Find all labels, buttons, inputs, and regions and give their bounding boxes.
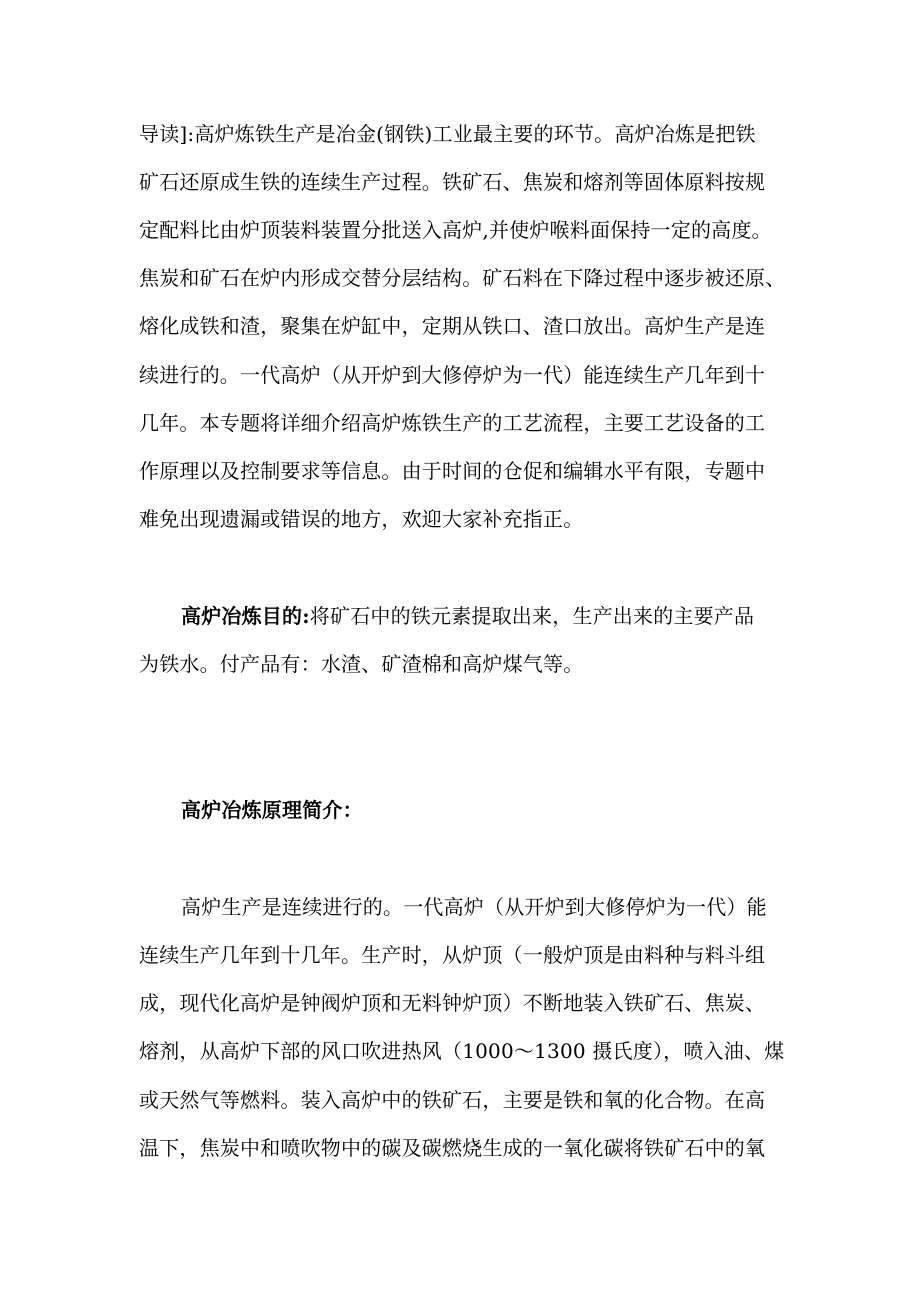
principle-line-3: 成，现代化高炉是钟阀炉顶和无料钟炉顶）不断地装入铁矿石、焦炭、 [139, 991, 766, 1015]
intro-line-9: 难免出现遗漏或错误的地方，欢迎大家补充指正。 [139, 507, 584, 531]
purpose-line-2: 为铁水。付产品有：水渣、矿渣棉和高炉煤气等。 [139, 652, 584, 676]
intro-line-5: 熔化成铁和渣，聚集在炉缸中，定期从铁口、渣口放出。高炉生产是连 [139, 314, 766, 338]
intro-line-1: 导读]:高炉炼铁生产是冶金(钢铁)工业最主要的环节。高炉冶炼是把铁 [139, 122, 756, 146]
principle-line-5: 或天然气等燃料。装入高炉中的铁矿石，主要是铁和氧的化合物。在高 [139, 1088, 766, 1112]
principle-heading: 高炉冶炼原理简介： [181, 798, 363, 822]
principle-line-6: 温下，焦炭中和喷吹物中的碳及碳燃烧生成的一氧化碳将铁矿石中的氧 [139, 1136, 766, 1160]
purpose-text: 将矿石中的铁元素提取出来，生产出来的主要产品 [309, 604, 755, 628]
intro-line-4: 焦炭和矿石在炉内形成交替分层结构。矿石料在下降过程中逐步被还原、 [139, 266, 786, 290]
purpose-line-1 [181, 602, 831, 630]
intro-line-2: 矿石还原成生铁的连续生产过程。铁矿石、焦炭和熔剂等固体原料按规 [139, 170, 766, 194]
intro-line-8: 作原理以及控制要求等信息。由于时间的仓促和编辑水平有限，专题中 [139, 459, 766, 483]
intro-line-3: 定配料比由炉顶装料装置分批送入高炉,并使炉喉料面保持一定的高度。 [139, 218, 772, 242]
intro-line-7: 几年。本专题将详细介绍高炉炼铁生产的工艺流程，主要工艺设备的工 [139, 411, 766, 435]
principle-line-1: 高炉生产是连续进行的。一代高炉（从开炉到大修停炉为一代）能 [181, 895, 767, 919]
principle-line-2: 连续生产几年到十几年。生产时，从炉顶（一般炉顶是由料种与料斗组 [139, 943, 766, 967]
principle-line-4: 熔剂，从高炉下部的风口吹进热风（1000～1300 摄氏度），喷入油、煤 [139, 1039, 785, 1063]
purpose-label: 高炉冶炼目的: [181, 604, 310, 628]
intro-line-6: 续进行的。一代高炉（从开炉到大修停炉为一代）能连续生产几年到十 [139, 363, 766, 387]
